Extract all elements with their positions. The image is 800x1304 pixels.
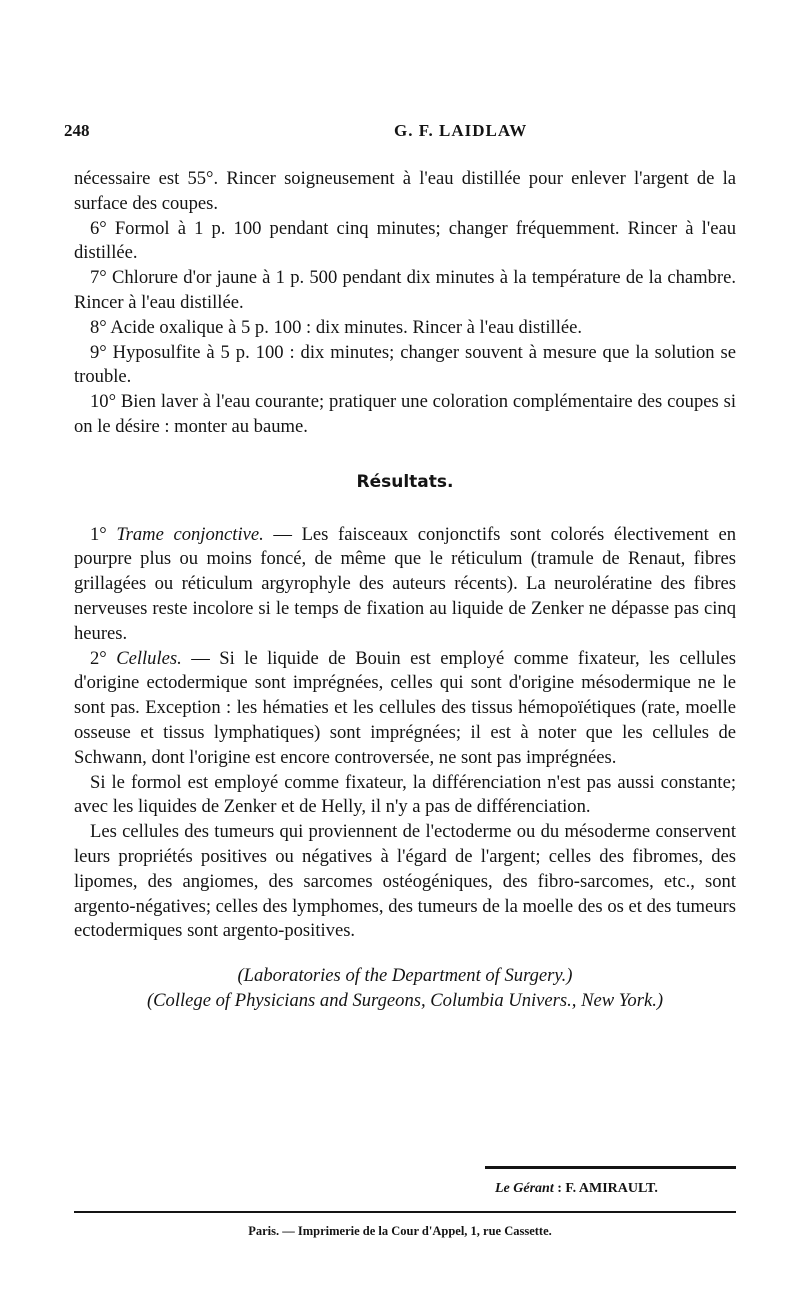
affiliation-line-1: (Laboratories of the Department of Surgery.) [237, 965, 573, 987]
affiliation-line-2: (College of Physicians and Surgeons, Columbia Univers., New York.) [146, 989, 664, 1011]
footer-rule-long [74, 1211, 736, 1213]
result-cellules-number: 2° [90, 647, 117, 669]
result-trame [74, 523, 736, 647]
paragraph-step-10: 10° Bien laver à l'eau courante; pratiquer une coloration complémentaire des coupes si on le désire : monter au baume. [74, 391, 736, 437]
result-trame-number: 1° [90, 523, 117, 545]
footer-rule-short [485, 1166, 736, 1169]
article-body [74, 167, 736, 1014]
section-title-results: Résultats. [356, 471, 454, 492]
paragraph-step-5-cont: nécessaire est 55°. Rincer soigneusement à l'eau distillée pour enlever l'argent de la surface des coupes. [74, 168, 736, 214]
result-trame-heading: Trame conjonctive. [116, 523, 264, 545]
running-author: G. F. LAIDLAW [394, 121, 528, 140]
gerant-name: : F. AMIRAULT. [553, 1181, 658, 1196]
page-number: 248 [64, 121, 90, 140]
paragraph-step-9: 9° Hyposulfite à 5 p. 100 : dix minutes; changer souvent à mesure que la solution se trouble. [74, 341, 736, 388]
result-formol: Si le formol est employé comme fixateur, la différenciation n'est pas aussi constante; avec les liquides de Zenker et de Helly, il n'y a pas de différenciation. [74, 771, 736, 818]
paragraph-step-7: 7° Chlorure d'or jaune à 1 p. 500 pendant dix minutes à la température de la chambre. Rincer à l'eau distillée. [74, 267, 736, 313]
result-tumeurs: Les cellules des tumeurs qui proviennent de l'ectoderme ou du mésoderme conservent leurs propriétés positives ou négatives à l'égard de l'argent; celles des fibromes, des lipomes, des angiomes, des sarcomes ostéogéniques, des fibro-sarcomes, etc., sont argento-négatives; celles des lymphomes, des tumeurs de la moelle des os et des tumeurs ectodermiques sont argento-positives. [74, 821, 736, 942]
result-cellules-heading: Cellules. [116, 647, 182, 669]
printer-imprint: Paris. — Imprimerie de la Cour d'Appel, 1, rue Cassette. [248, 1224, 552, 1238]
running-header [64, 121, 736, 145]
result-cellules [74, 647, 736, 771]
result-trame-text: — Les faisceaux conjonctifs sont colorés électivement en pourpre plus ou moins foncé, de même que le réticulum (tramule de Renaut, fibres grillagées ou réticulum argyrophyle des auteurs récents). La neurolératine des fibres nerveuses reste incolore si le temps de fixation au liquide de Zenker ne dépasse pas cinq heures. [74, 523, 736, 644]
result-cellules-text: — Si le liquide de Bouin est employé comme fixateur, les cellules d'origine ectodermique sont imprégnées, celles qui sont d'origine mésodermique ne le sont pas. Exception : les hématies et les cellules des tissus hémopoïétiques (rate, moelle osseuse et tissus lymphatiques) sont imprégnées; il est à noter que les cellules de Schwann, dont l'origine est encore controversée, ne sont pas imprégnées. [74, 647, 736, 768]
gerant-label: Le Gérant [495, 1181, 554, 1196]
paragraph-step-8: 8° Acide oxalique à 5 p. 100 : dix minutes. Rincer à l'eau distillée. [90, 316, 583, 338]
gerant-line [495, 1181, 658, 1197]
paragraph-step-6: 6° Formol à 1 p. 100 pendant cinq minutes; changer fréquemment. Rincer à l'eau distillée. [74, 217, 736, 264]
affiliation [74, 964, 736, 1014]
